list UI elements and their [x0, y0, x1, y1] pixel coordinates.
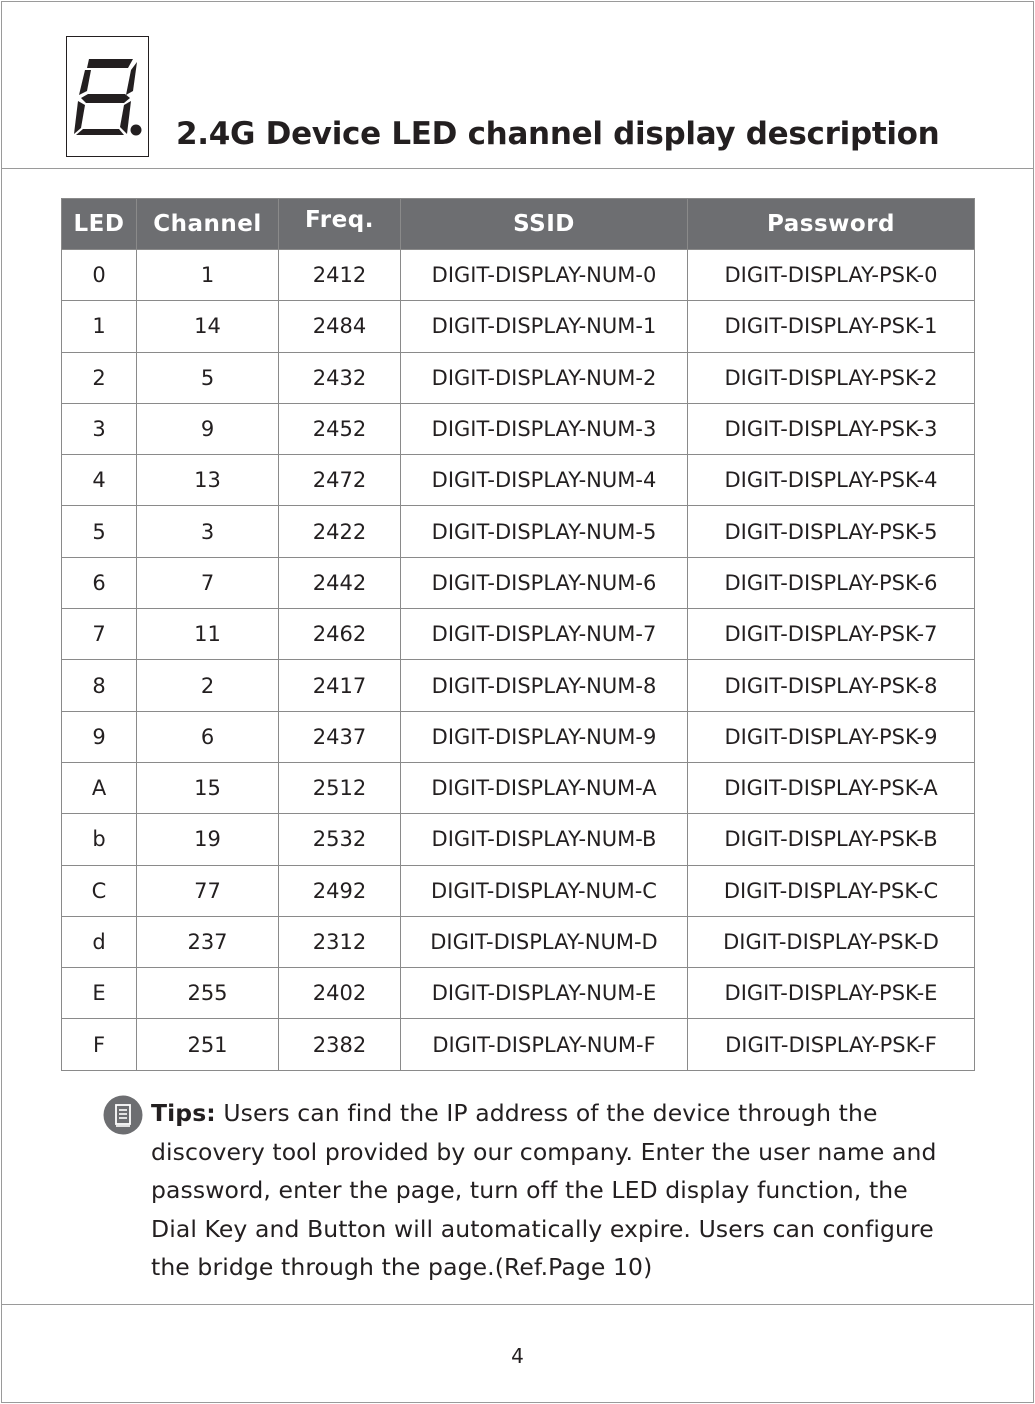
cell-channel: 7 [137, 557, 279, 608]
table-row [62, 711, 975, 762]
table-row [62, 250, 975, 301]
cell-password: DIGIT-DISPLAY-PSK-9 [688, 711, 975, 762]
table-row [62, 916, 975, 967]
cell-led: 3 [62, 403, 137, 454]
cell-freq: 2472 [279, 455, 401, 506]
cell-channel: 11 [137, 609, 279, 660]
cell-ssid: DIGIT-DISPLAY-NUM-D [401, 916, 688, 967]
cell-ssid: DIGIT-DISPLAY-NUM-A [401, 762, 688, 813]
cell-ssid: DIGIT-DISPLAY-NUM-0 [401, 250, 688, 301]
cell-channel: 15 [137, 762, 279, 813]
cell-ssid: DIGIT-DISPLAY-NUM-2 [401, 352, 688, 403]
tips-text: Users can find the IP address of the device through the discovery tool provided by our company. Enter the user name and password, enter the page, turn off the LED display function, the Dial Key and Button will automatically expire. Users can configure the bridge through the page.(Ref.Page 10) [151, 1099, 937, 1281]
channel-table [61, 198, 975, 1071]
cell-ssid: DIGIT-DISPLAY-NUM-6 [401, 557, 688, 608]
cell-password: DIGIT-DISPLAY-PSK-5 [688, 506, 975, 557]
cell-channel: 237 [137, 916, 279, 967]
cell-ssid: DIGIT-DISPLAY-NUM-C [401, 865, 688, 916]
cell-freq: 2512 [279, 762, 401, 813]
cell-led: d [62, 916, 137, 967]
cell-channel: 13 [137, 455, 279, 506]
column-header-freq: Freq. [279, 199, 401, 250]
cell-freq: 2442 [279, 557, 401, 608]
cell-led: 9 [62, 711, 137, 762]
cell-password: DIGIT-DISPLAY-PSK-0 [688, 250, 975, 301]
cell-password: DIGIT-DISPLAY-PSK-A [688, 762, 975, 813]
cell-channel: 1 [137, 250, 279, 301]
cell-password: DIGIT-DISPLAY-PSK-4 [688, 455, 975, 506]
table-row [62, 455, 975, 506]
cell-password: DIGIT-DISPLAY-PSK-3 [688, 403, 975, 454]
cell-freq: 2432 [279, 352, 401, 403]
tips-label: Tips: [151, 1099, 216, 1127]
table-row [62, 660, 975, 711]
cell-led: C [62, 865, 137, 916]
cell-led: 5 [62, 506, 137, 557]
cell-ssid: DIGIT-DISPLAY-NUM-B [401, 814, 688, 865]
page-number: 4 [511, 1344, 524, 1368]
column-header-ssid: SSID [401, 199, 688, 250]
cell-channel: 19 [137, 814, 279, 865]
cell-led: 8 [62, 660, 137, 711]
cell-freq: 2382 [279, 1019, 401, 1070]
cell-channel: 2 [137, 660, 279, 711]
cell-led: 6 [62, 557, 137, 608]
cell-freq: 2462 [279, 609, 401, 660]
cell-password: DIGIT-DISPLAY-PSK-B [688, 814, 975, 865]
table-row [62, 1019, 975, 1070]
table-row [62, 557, 975, 608]
cell-ssid: DIGIT-DISPLAY-NUM-5 [401, 506, 688, 557]
table-row [62, 968, 975, 1019]
cell-freq: 2452 [279, 403, 401, 454]
cell-ssid: DIGIT-DISPLAY-NUM-3 [401, 403, 688, 454]
table-row [62, 403, 975, 454]
cell-channel: 6 [137, 711, 279, 762]
table-row [62, 301, 975, 352]
cell-led: A [62, 762, 137, 813]
table-row [62, 865, 975, 916]
table-body [62, 250, 975, 1071]
table-row [62, 762, 975, 813]
cell-password: DIGIT-DISPLAY-PSK-F [688, 1019, 975, 1070]
cell-led: 4 [62, 455, 137, 506]
table-row [62, 814, 975, 865]
cell-freq: 2437 [279, 711, 401, 762]
footer-rule [1, 1304, 1034, 1305]
cell-channel: 255 [137, 968, 279, 1019]
cell-freq: 2402 [279, 968, 401, 1019]
table-row [62, 352, 975, 403]
cell-freq: 2312 [279, 916, 401, 967]
cell-channel: 77 [137, 865, 279, 916]
cell-password: DIGIT-DISPLAY-PSK-D [688, 916, 975, 967]
cell-freq: 2422 [279, 506, 401, 557]
cell-led: F [62, 1019, 137, 1070]
cell-password: DIGIT-DISPLAY-PSK-6 [688, 557, 975, 608]
cell-ssid: DIGIT-DISPLAY-NUM-8 [401, 660, 688, 711]
cell-channel: 14 [137, 301, 279, 352]
cell-ssid: DIGIT-DISPLAY-NUM-F [401, 1019, 688, 1070]
cell-led: 2 [62, 352, 137, 403]
column-header-password: Password [688, 199, 975, 250]
cell-password: DIGIT-DISPLAY-PSK-C [688, 865, 975, 916]
cell-channel: 251 [137, 1019, 279, 1070]
cell-password: DIGIT-DISPLAY-PSK-8 [688, 660, 975, 711]
cell-freq: 2484 [279, 301, 401, 352]
cell-ssid: DIGIT-DISPLAY-NUM-1 [401, 301, 688, 352]
table-row [62, 609, 975, 660]
cell-password: DIGIT-DISPLAY-PSK-E [688, 968, 975, 1019]
cell-password: DIGIT-DISPLAY-PSK-1 [688, 301, 975, 352]
header-rule [1, 168, 1034, 169]
tips-paragraph [151, 1094, 951, 1287]
column-header-led: LED [62, 199, 137, 250]
cell-freq: 2417 [279, 660, 401, 711]
cell-password: DIGIT-DISPLAY-PSK-7 [688, 609, 975, 660]
cell-channel: 9 [137, 403, 279, 454]
seven-segment-digit-icon [66, 36, 149, 157]
cell-ssid: DIGIT-DISPLAY-NUM-4 [401, 455, 688, 506]
cell-freq: 2492 [279, 865, 401, 916]
cell-channel: 5 [137, 352, 279, 403]
cell-ssid: DIGIT-DISPLAY-NUM-7 [401, 609, 688, 660]
cell-led: 1 [62, 301, 137, 352]
cell-led: 0 [62, 250, 137, 301]
cell-led: E [62, 968, 137, 1019]
page-title: 2.4G Device LED channel display description [176, 116, 940, 152]
column-header-channel: Channel [137, 199, 279, 250]
cell-freq: 2412 [279, 250, 401, 301]
cell-led: 7 [62, 609, 137, 660]
table-row [62, 506, 975, 557]
note-icon [103, 1095, 143, 1135]
cell-password: DIGIT-DISPLAY-PSK-2 [688, 352, 975, 403]
cell-ssid: DIGIT-DISPLAY-NUM-E [401, 968, 688, 1019]
cell-led: b [62, 814, 137, 865]
cell-ssid: DIGIT-DISPLAY-NUM-9 [401, 711, 688, 762]
cell-channel: 3 [137, 506, 279, 557]
table-header-row [62, 199, 975, 250]
cell-freq: 2532 [279, 814, 401, 865]
